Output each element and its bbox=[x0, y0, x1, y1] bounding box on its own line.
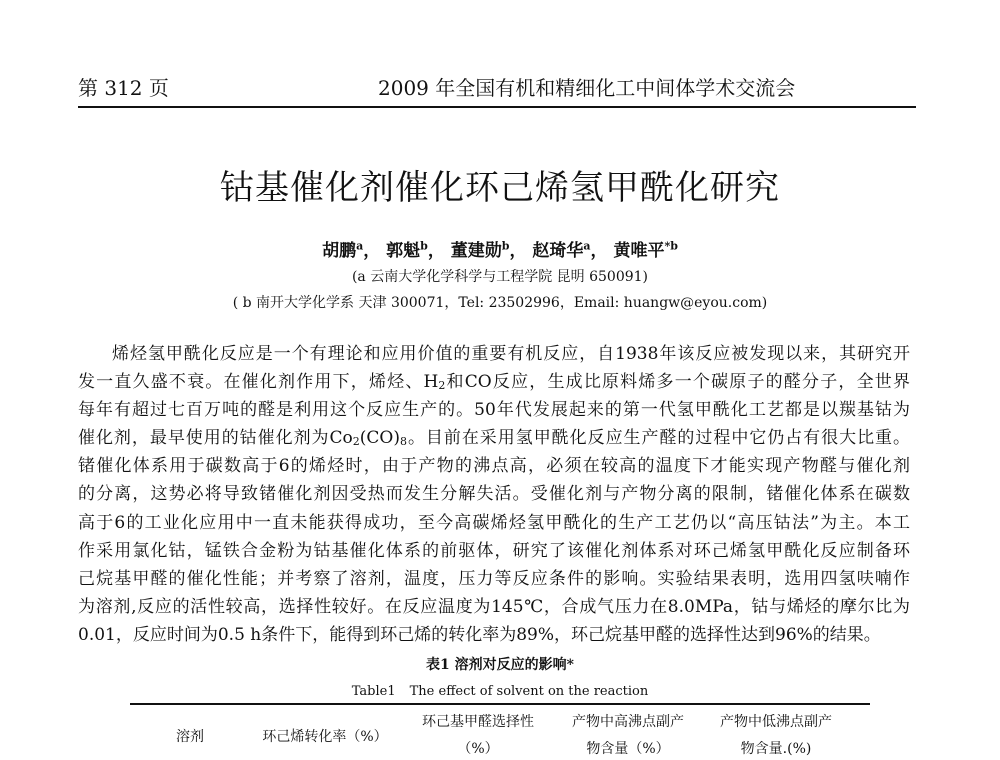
abstract-line: 高于6的工业化应用中一直未能获得成功，至今高碳烯烃氢甲酰化的生产工艺仍以“高压钴法”为主。本工 bbox=[78, 512, 910, 533]
table-header-high-bp-line2: 物含量（%） bbox=[586, 741, 670, 757]
abstract-line: 0.01，反应时间为0.5 h条件下，能得到环己烯的转化率为89%，环己烷基甲醛的选择性达到96%的结果。 bbox=[78, 624, 881, 645]
subscript: 2 bbox=[352, 435, 360, 449]
abstract-line: 为溶剂,反应的活性较高，选择性较好。在反应温度为145℃，合成气压力在8.0MPa，钴与烯烃的摩尔比为 bbox=[78, 596, 910, 617]
table-header-solvent: 溶剂 bbox=[176, 729, 204, 745]
subscript: 2 bbox=[438, 379, 446, 393]
abstract-line: 烯烃氢甲酰化反应是一个有理论和应用价值的重要有机反应，自1938年该反应被发现以来，其研究开 bbox=[112, 344, 910, 364]
author-separator: ， bbox=[590, 241, 614, 261]
page-number: 第 312 页 bbox=[78, 76, 169, 100]
table-caption-text: The effect of solvent on the reaction bbox=[409, 684, 649, 699]
author-list bbox=[0, 236, 1000, 261]
table-header-selectivity-line1: 环己基甲醛选择性 bbox=[422, 714, 534, 730]
abstract-line: 锗催化体系用于碳数高于6的烯烃时，由于产物的沸点高，必须在较高的温度下才能实现产物醛与催化剂 bbox=[78, 456, 910, 477]
author-affiliation-mark: b bbox=[420, 239, 428, 253]
table-header-selectivity-line2: （%） bbox=[457, 741, 499, 757]
abstract-body bbox=[78, 340, 910, 649]
conference-name: 2009 年全国有机和精细化工中间体学术交流会 bbox=[378, 76, 796, 100]
abstract-line: 的分离，这势必将导致锗催化剂因受热而发生分解失活。受催化剂与产物分离的限制，锗催化体系在碳数 bbox=[78, 484, 910, 505]
subscript: 8 bbox=[399, 435, 407, 449]
table-header-conversion: 环己烯转化率（%） bbox=[262, 729, 388, 745]
paper-title: 钴基催化剂催化环己烯氢甲酰化研究 bbox=[220, 168, 780, 208]
author-name: 黄唯平 bbox=[613, 241, 665, 261]
author-name: 胡鹏 bbox=[322, 241, 357, 261]
affiliation-a: (a 云南大学化学科学与工程学院 昆明 650091) bbox=[351, 269, 649, 285]
abstract-line: 每年有超过七百万吨的醛是利用这个反应生产的。50年代发展起来的第一代氢甲酰化工艺都是以羰基钴为 bbox=[78, 400, 910, 421]
table-caption-en bbox=[0, 684, 1000, 699]
author-affiliation-mark: a bbox=[356, 239, 364, 253]
author-name: 董建勋 bbox=[450, 241, 502, 261]
author-separator: ， bbox=[509, 241, 533, 261]
author-affiliation-mark: a bbox=[583, 239, 591, 253]
table-header-low-bp-line2: 物含量.(%) bbox=[740, 741, 812, 757]
abstract-line: 催化剂，最早使用的钴催化剂为$Co_2(CO)_8$。目前在采用氢甲酰化反应生产醛的过程中它仍占有很大比重。 bbox=[78, 428, 911, 449]
table-label: Table1 bbox=[351, 684, 396, 699]
abstract-line: 发一直久盛不衰。在催化剂作用下，烯烃、$H_2$和CO反应，生成比原料烯多一个碳原子的醛分子，全世界 bbox=[78, 372, 910, 393]
author-affiliation-mark: *b bbox=[664, 239, 678, 253]
author-name: 赵琦华 bbox=[532, 241, 584, 261]
author-name: 郭魁 bbox=[386, 241, 421, 261]
table-caption-cn: 表1 溶剂对反应的影响* bbox=[426, 657, 574, 673]
table-top-rule bbox=[130, 703, 870, 705]
affiliation-b: ( b 南开大学化学系 天津 300071，Tel: 23502996，Email: huangw@eyou.com) bbox=[232, 295, 768, 311]
author-affiliation-mark: b bbox=[501, 239, 510, 253]
abstract-line: 己烷基甲醛的催化性能；并考察了溶剂，温度，压力等反应条件的影响。实验结果表明，选用四氢呋喃作 bbox=[78, 568, 910, 589]
abstract-line: 作采用氯化钴，锰铁合金粉为钴基催化体系的前驱体，研究了该催化剂体系对环己烯氢甲酰化反应制备环 bbox=[78, 540, 910, 561]
author-separator: ， bbox=[363, 241, 387, 261]
running-header bbox=[78, 70, 916, 108]
author-separator: ， bbox=[427, 241, 451, 261]
table-header-high-bp-line1: 产物中高沸点副产 bbox=[572, 714, 684, 730]
table-header-low-bp-line1: 产物中低沸点副产 bbox=[720, 714, 832, 730]
